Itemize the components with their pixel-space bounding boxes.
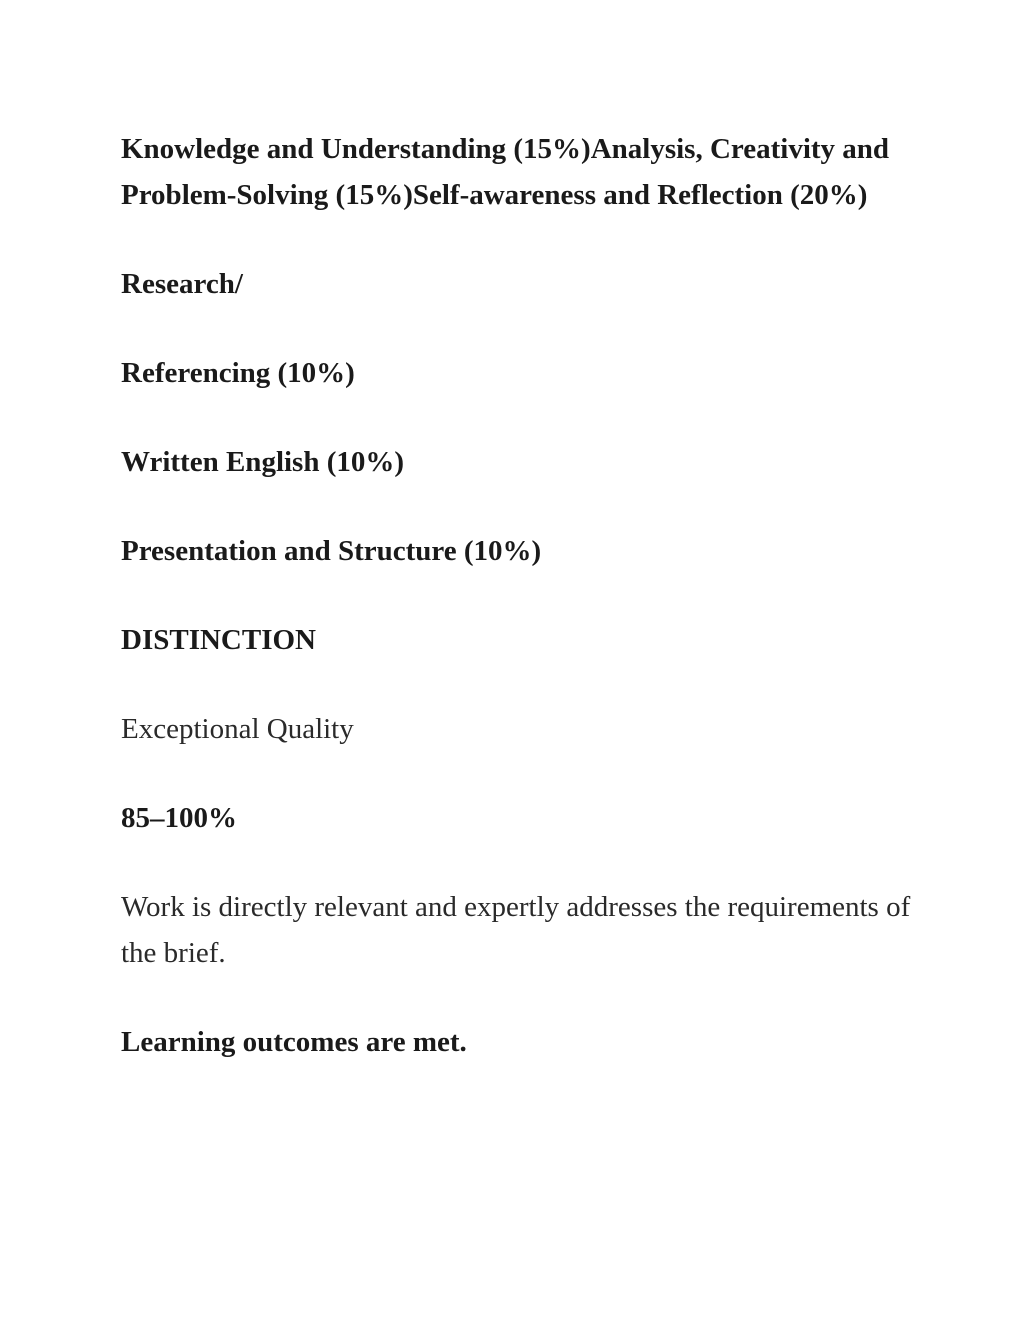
research-heading: Research/ <box>121 268 243 300</box>
grade-band-range: 85–100% <box>121 802 237 834</box>
criteria-heading-paragraph: Knowledge and Understanding (15%)Analysis, Creativity and Problem-Solving (15%)Self-awareness and Reflection (20%) <box>121 133 890 211</box>
written-english-heading: Written English (10%) <box>121 446 405 478</box>
referencing-heading: Referencing (10%) <box>121 357 355 389</box>
presentation-structure-heading: Presentation and Structure (10%) <box>121 535 542 567</box>
grade-band-description: Exceptional Quality <box>121 713 354 745</box>
relevance-criterion-text: Work is directly relevant and expertly addresses the requirements of the brief. <box>121 891 911 969</box>
document-page <box>121 126 911 1108</box>
grade-band-title: DISTINCTION <box>121 624 316 656</box>
learning-outcomes-text: Learning outcomes are met. <box>121 1026 467 1058</box>
